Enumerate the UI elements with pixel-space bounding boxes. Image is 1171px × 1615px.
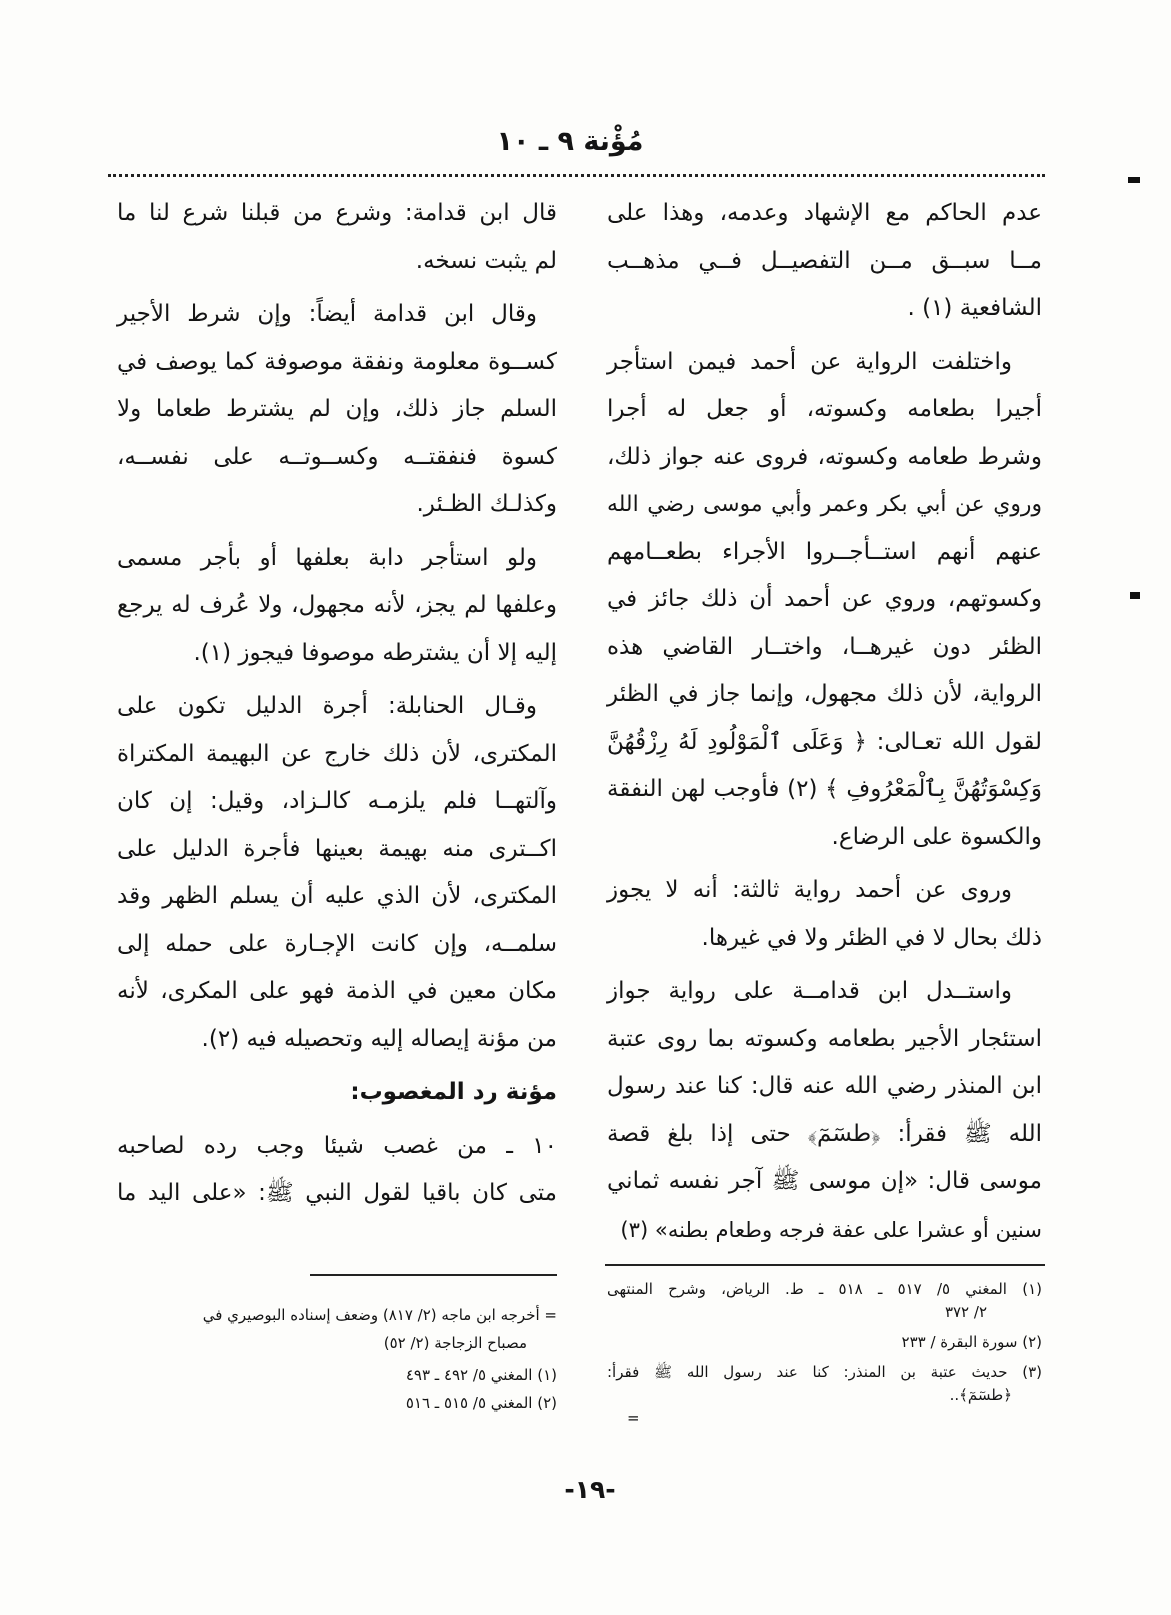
text-line: أجيرا بطعامه وكسوته، أو جعل له أجرا	[607, 396, 1042, 422]
footnote-line: (١) المغني ٥/ ٤٩٢ ـ ٤٩٣	[405, 1366, 557, 1384]
text-line: وروى عن أحمد رواية ثالثة: أنه لا يجوز	[607, 877, 1012, 903]
text-line: ذلك بحال لا في الظئر ولا في غيرها.	[701, 924, 1042, 951]
text-line: لم يثبت نسخه.	[415, 247, 557, 274]
text-line: وكسوتهم، وروي عن أحمد أن ذلك جائز في	[607, 586, 1042, 612]
text-line: وآلتهــا فلم يلزمـه كالـزاد، وقيل: إن كان	[117, 788, 557, 814]
text-line: واختلفت الرواية عن أحمد فيمن استأجر	[607, 348, 1012, 375]
left-column	[117, 190, 557, 1218]
text-line: الرواية، لأن ذلك مجهول، وإنما جاز في الظئر	[607, 681, 1042, 707]
text-line: إليه إلا أن يشترطه موصوفا فيجوز (١).	[193, 639, 557, 666]
footnotes-left	[117, 1301, 557, 1417]
text-line: وشرط طعامه وكسوته، فروى عنه جواز ذلك،	[607, 443, 1042, 470]
text-line: عدم الحاكم مع الإشهاد وعدمه، وهذا على	[607, 200, 1042, 226]
footnote	[117, 1389, 557, 1417]
footnote	[607, 1331, 1042, 1354]
text-line: استئجار الأجير بطعامه وكسوته بما روى عتبة	[607, 1025, 1042, 1052]
text-line: اكــترى منه بهيمة بعينها فأجرة الدليل على	[117, 835, 557, 862]
text-line: كســوة معلومة ونفقة موصوفة كما يوصف في	[117, 348, 557, 375]
text-line: والكسوة على الرضاع.	[831, 823, 1042, 850]
footnote-separator	[605, 1264, 1045, 1266]
text-line: سلمــه، وإن كانت الإجـارة على حمله إلى	[117, 930, 557, 957]
footnote-line: ٢/ ٣٧٢	[944, 1303, 987, 1321]
footnote	[607, 1278, 1042, 1324]
text-line: السلم جاز ذلك، وإن لم يشترط طعاما ولا	[117, 396, 557, 422]
footnote	[607, 1361, 1042, 1430]
text-line: وقـال الحنابلة: أجرة الدليل تكون على	[117, 693, 537, 719]
continuation-mark: =	[627, 1409, 640, 1427]
text-line: مكان معين في الذمة فهو على المكرى، لأنه	[117, 978, 557, 1004]
paragraph	[117, 683, 557, 1063]
footnote-line: (١) المغني ٥/ ٥١٧ ـ ٥١٨ ـ ط. الرياض، وشرح المنتهى	[607, 1280, 1042, 1298]
footnote-line: (٣) حديث عتبة بن المنذر: كنا عند رسول الله ﷺ فقرأ:	[607, 1363, 1042, 1381]
scan-artifact-mark	[1130, 592, 1140, 599]
text-line: موسى قال: «إن موسى ﷺ آجر نفسه ثماني	[607, 1168, 1042, 1194]
right-column	[607, 190, 1042, 1253]
quran-verse-line: وَكِسْوَتُهُنَّ بِٱلْمَعْرُوفِ ﴾ (٢) فأوجب لهن النفقة	[607, 776, 1042, 802]
paragraph	[607, 190, 1042, 333]
footnote-line: مصباح الزجاجة (٢/ ٥٢)	[383, 1334, 527, 1352]
text-line: ولو استأجر دابة بعلفها أو بأجر مسمى	[117, 544, 537, 571]
paragraph	[117, 535, 557, 678]
text-line: متى كان باقيا لقول النبي ﷺ: «على اليد ما	[117, 1180, 557, 1206]
footnotes-right	[607, 1278, 1042, 1430]
scan-artifact-mark	[1128, 177, 1140, 183]
text-line: وقال ابن قدامة أيضاً: وإن شرط الأجير	[117, 301, 537, 327]
text-line: مــا سبــق مــن التفصيــل فــي مذهــب	[607, 247, 1042, 274]
text-line: ابن المنذر رضي الله عنه قال: كنا عند رسول	[607, 1073, 1042, 1099]
text-line: المكترى، لأن الذي عليه أن يسلم الظهر وقد	[117, 883, 557, 909]
text-line: المكترى، لأن ذلك خارج عن البهيمة المكتراة	[117, 740, 557, 767]
paragraph	[607, 867, 1042, 962]
text-line: سنين أو عشرا على عفة فرجه وطعام بطنه» (٣)	[620, 1216, 1042, 1242]
text-line: وعلفها لم يجز، لأنه مجهول، ولا عُرف له يرجع	[117, 592, 557, 618]
text-line: واستــدل ابن قدامــة على رواية جواز	[607, 978, 1012, 1004]
text-line: كسوة فنفقتــه وكســوتــه على نفســه،	[117, 443, 557, 470]
text-line: الظئر دون غيرهــا، واختــار القاضي هذه	[607, 633, 1042, 660]
running-header: مُؤْنة ٩ ـ ١٠	[496, 126, 644, 157]
footnote-separator	[310, 1274, 557, 1276]
paragraph	[117, 291, 557, 529]
footnote	[117, 1301, 557, 1357]
text-line: وكذلـك الظـئر.	[416, 491, 557, 517]
paragraph	[607, 968, 1042, 1253]
text-line: الله ﷺ فقرأ: ﴿طسٓمٓ﴾ حتى إذا بلغ قصة	[607, 1120, 1042, 1147]
header-dotted-rule	[108, 174, 1045, 177]
section-heading	[117, 1069, 557, 1117]
page-number: -١٩-	[564, 1475, 616, 1504]
text-line: قال ابن قدامة: وشرع من قبلنا شرع لنا ما	[117, 200, 557, 226]
footnote	[117, 1361, 557, 1389]
footnote-line: (٢) سورة البقرة / ٢٣٣	[901, 1333, 1042, 1351]
section-heading-text: مؤنة رد المغصوب:	[350, 1079, 557, 1105]
paragraph	[117, 190, 557, 285]
footnote-line: ﴿طسٓمٓ﴾..	[949, 1386, 1012, 1404]
footnote-line: = أخرجه ابن ماجه (٢/ ٨١٧) وضعف إسناده البوصيري في	[202, 1306, 557, 1324]
text-line: وروي عن أبي بكر وعمر وأبي موسى رضي الله	[607, 492, 1042, 517]
quran-verse-line: لقول الله تعـالى: ﴿ وَعَلَى ٱلْمَوْلُودِ لَهُ رِزْقُهُنَّ	[607, 728, 1042, 755]
text-line: الشافعية (١) .	[907, 295, 1042, 321]
paragraph	[607, 339, 1042, 862]
text-line: ١٠ ـ من غصب شيئا وجب رده لصاحبه	[117, 1132, 557, 1159]
text-line: عنهم أنهم استــأجــروا الأجراء بطعــامهم	[607, 538, 1042, 565]
footnote-line: (٢) المغني ٥/ ٥١٥ ـ ٥١٦	[405, 1394, 557, 1412]
text-line: من مؤنة إيصاله إليه وتحصيله فيه (٢).	[201, 1025, 557, 1052]
paragraph	[117, 1123, 557, 1218]
